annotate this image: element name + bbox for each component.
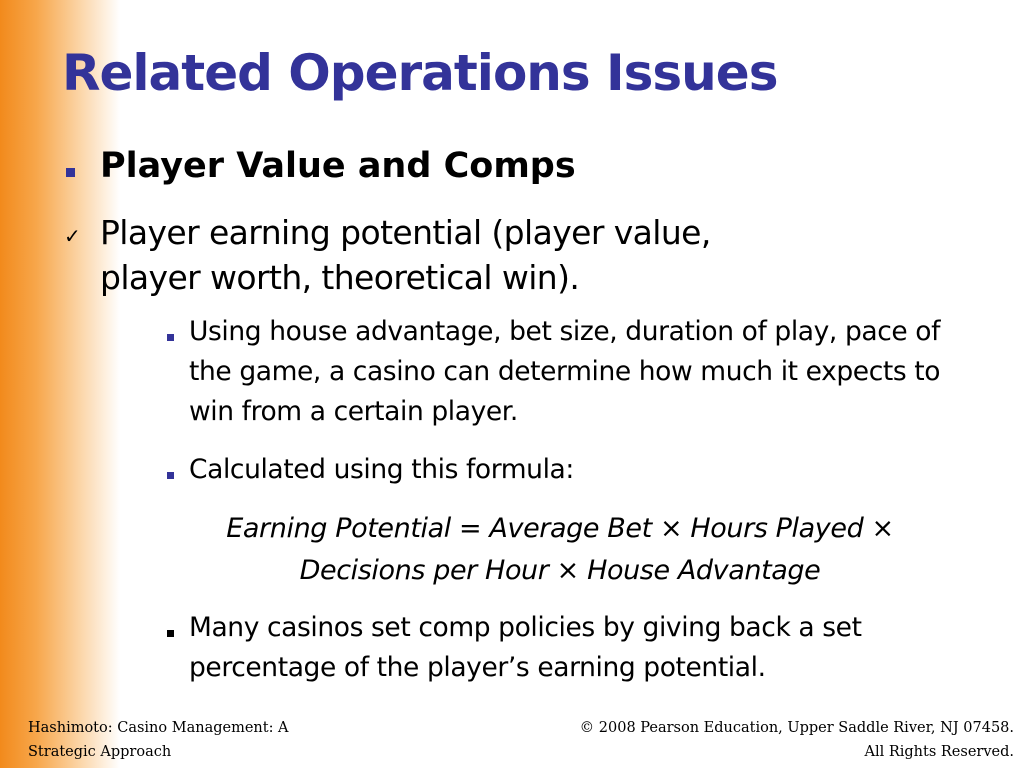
slide-title: Related Operations Issues — [62, 44, 778, 102]
check-point-text — [100, 210, 800, 300]
copyright-line-2: All Rights Reserved. — [864, 744, 1014, 760]
square-bullet-icon — [167, 630, 174, 637]
square-bullet-icon — [167, 334, 174, 341]
square-bullet-icon — [66, 168, 75, 177]
check-point-line-1: Player earning potential (player value, — [100, 213, 711, 252]
copyright-line-1: © 2008 Pearson Education, Upper Saddle River, NJ 07458. — [579, 720, 1014, 736]
check-point-line-2: player worth, theoretical win). — [100, 258, 580, 297]
decorative-orange-band — [0, 0, 120, 768]
square-bullet-icon — [167, 472, 174, 479]
sub-bullet-text-1: Using house advantage, bet size, duration of play, pace of the game, a casino can determine how much it expects to win from a certain player. — [189, 316, 941, 427]
formula-line-2: Decisions per Hour × House Advantage — [299, 555, 821, 586]
heading-bullet-text: Player Value and Comps — [100, 146, 576, 186]
footer-copyright — [494, 716, 1014, 764]
sub-bullet-text-2: Calculated using this formula: — [189, 454, 574, 485]
earning-potential-formula — [160, 508, 960, 592]
sub-bullet-text-3: Many casinos set comp policies by giving back a set percentage of the player’s earning potential. — [189, 612, 862, 683]
checkmark-icon: ✓ — [64, 224, 81, 248]
footer-source: Hashimoto: Casino Management: A Strategic Approach — [28, 720, 289, 760]
formula-line-1: Earning Potential = Average Bet × Hours Played × — [226, 513, 894, 544]
